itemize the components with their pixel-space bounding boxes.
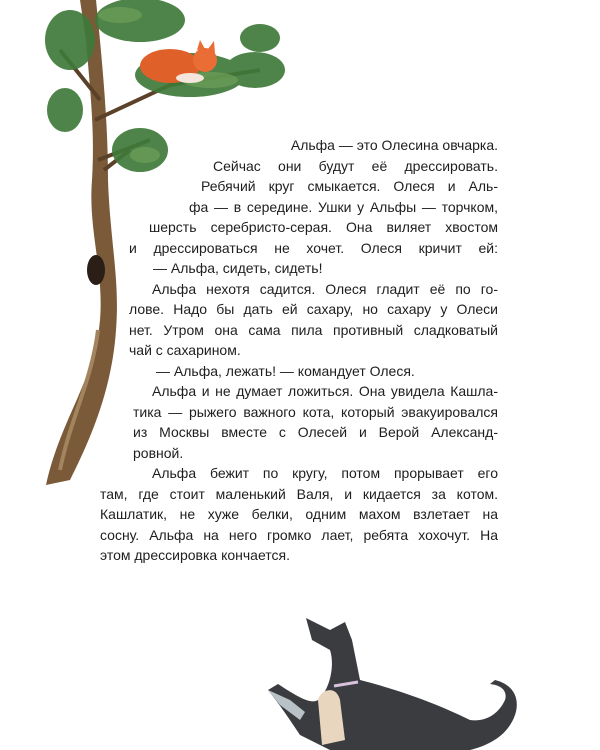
text-line: сосну. Альфа на него громко лает, ребята хохочут. На — [100, 526, 498, 543]
text-line: Альфа и не думает ложиться. Она увидела Кашла- — [152, 383, 498, 399]
text-line: Кашлатик, не хуже белки, одним махом взлетает на — [100, 506, 498, 522]
text-line: нет. Утром она сама пила противный сладковатый — [129, 321, 498, 338]
text-line: и дрессироваться не хочет. Олеся кричит ей: — [129, 239, 498, 256]
text-line: Альфа нехотя садится. Олеся гладит её по го- — [152, 280, 498, 297]
text-line: этом дрессировка кончается. — [100, 547, 290, 563]
text-line: из Москвы вместе с Олесей и Верой Александ- — [133, 424, 498, 440]
text-line: — Альфа, сидеть, сидеть! — [153, 260, 323, 276]
text-line: тика — рыжего важного кота, который эвакуировался — [133, 403, 498, 420]
text-line: Сейчас они будут её дрессировать. — [213, 157, 498, 174]
text-line: Альфа бежит по кругу, потом прорывает его — [152, 465, 498, 481]
text-line: шерсть серебристо-серая. Она виляет хвостом — [149, 219, 498, 235]
text-line: лове. Надо бы дать ей сахару, но сахару у Олеси — [129, 301, 498, 317]
text-line: Ребячий круг смыкается. Олеся и Аль- — [201, 178, 498, 194]
text-line: там, где стоит маленький Валя, и кидается за котом. — [100, 485, 498, 502]
barking-dog-illustration — [268, 618, 517, 750]
text-line: ровной. — [133, 444, 184, 461]
text-line: Альфа — это Олесина овчарка. — [290, 137, 498, 153]
text-line: — Альфа, лежать! — командует Олеся. — [156, 362, 415, 379]
text-line: фа — в середине. Ушки у Альфы — торчком, — [189, 198, 498, 215]
text-line: чай с сахарином. — [129, 342, 241, 358]
tree-hollow — [87, 255, 105, 285]
